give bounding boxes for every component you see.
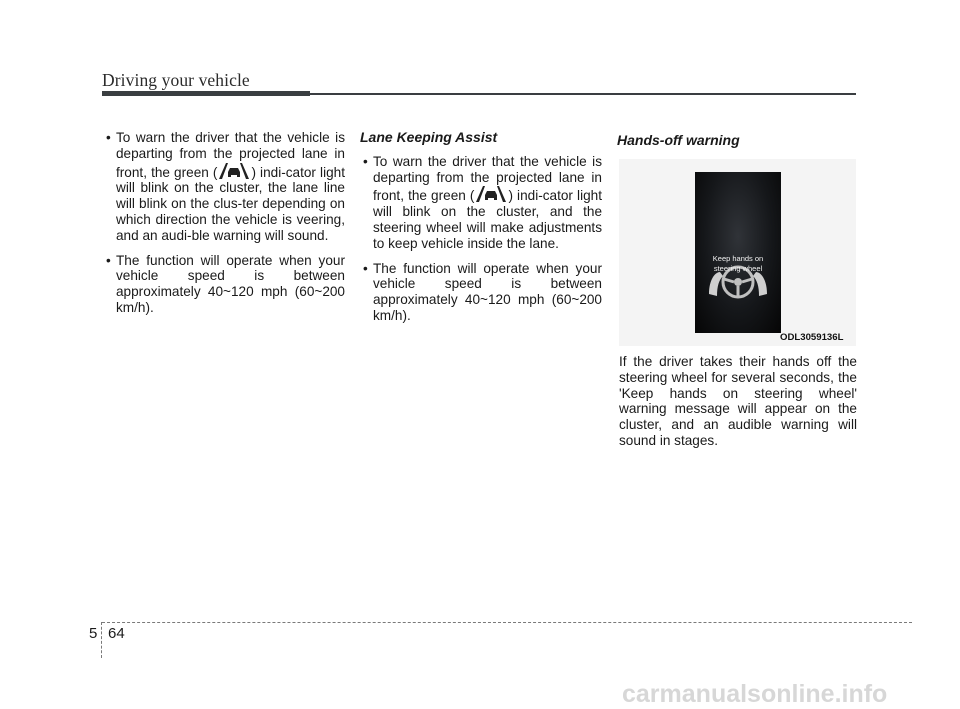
footer-divider xyxy=(101,622,102,658)
cluster-message-line-2: steering wheel xyxy=(713,264,763,273)
section-title-hands-off: Hands-off warning xyxy=(617,132,740,148)
section-title-lka: Lane Keeping Assist xyxy=(360,129,498,145)
bullet-dot: • xyxy=(363,260,368,276)
column-3 xyxy=(617,133,859,157)
column-2 xyxy=(360,130,602,333)
bullet-dot: • xyxy=(106,130,111,145)
bullet-dot: • xyxy=(106,252,111,268)
page-number: 64 xyxy=(108,625,125,642)
cluster-screen xyxy=(695,172,781,333)
bullet-text: The function will operate when your vehicle speed is between approximately 40~120 mph (60~200 km/h). xyxy=(373,260,602,323)
bullet-lane-keeping xyxy=(360,154,602,252)
lane-car-icon xyxy=(217,162,251,180)
bullet-text: The function will operate when your vehicle speed is between approximately 40~120 mph (60~200 km/h). xyxy=(116,252,345,315)
bullet-text-pre: To warn the driver that the vehicle is departing from the projected lane in front, the green ( xyxy=(373,153,602,204)
header-rule-thin xyxy=(310,93,856,95)
cluster-figure xyxy=(619,159,856,346)
chapter-number: 5 xyxy=(89,625,98,642)
bullet-text-post: ) indi-cator light will blink on the cluster, the lane line will blink on the clus-ter depending on which direction the vehicle is veering, and an audi-ble warning will sound. xyxy=(116,164,345,243)
hands-off-paragraph: If the driver takes their hands off the steering wheel for several seconds, the 'Keep hands on steering wheel' warning message will appear on the cluster, and an audible warning will sound in stages. xyxy=(619,354,857,448)
bullet-dot: • xyxy=(363,153,368,169)
cluster-message-line-1: Keep hands on xyxy=(712,254,764,263)
column-1 xyxy=(103,130,345,325)
bullet-lane-departure-warning xyxy=(103,130,345,244)
bullet-text-pre: To warn the driver that the vehicle is departing from the projected lane in front, the green ( xyxy=(116,130,345,180)
watermark: carmanualsonline.info xyxy=(622,680,888,708)
steering-wheel-hands-icon xyxy=(695,172,781,333)
header-rule-thick xyxy=(102,91,310,96)
figure-code: ODL3059136L xyxy=(780,332,844,343)
bullet-speed-range xyxy=(360,261,602,324)
running-header: Driving your vehicle xyxy=(102,70,250,90)
footer-rule xyxy=(102,622,912,623)
cluster-message xyxy=(695,254,781,274)
bullet-speed-range xyxy=(103,253,345,316)
bullet-text-post: ) indi-cator light will blink on the cluster, and the steering wheel will make adjustments to keep vehicle inside the lane. xyxy=(373,188,602,251)
lane-car-icon xyxy=(474,185,508,203)
